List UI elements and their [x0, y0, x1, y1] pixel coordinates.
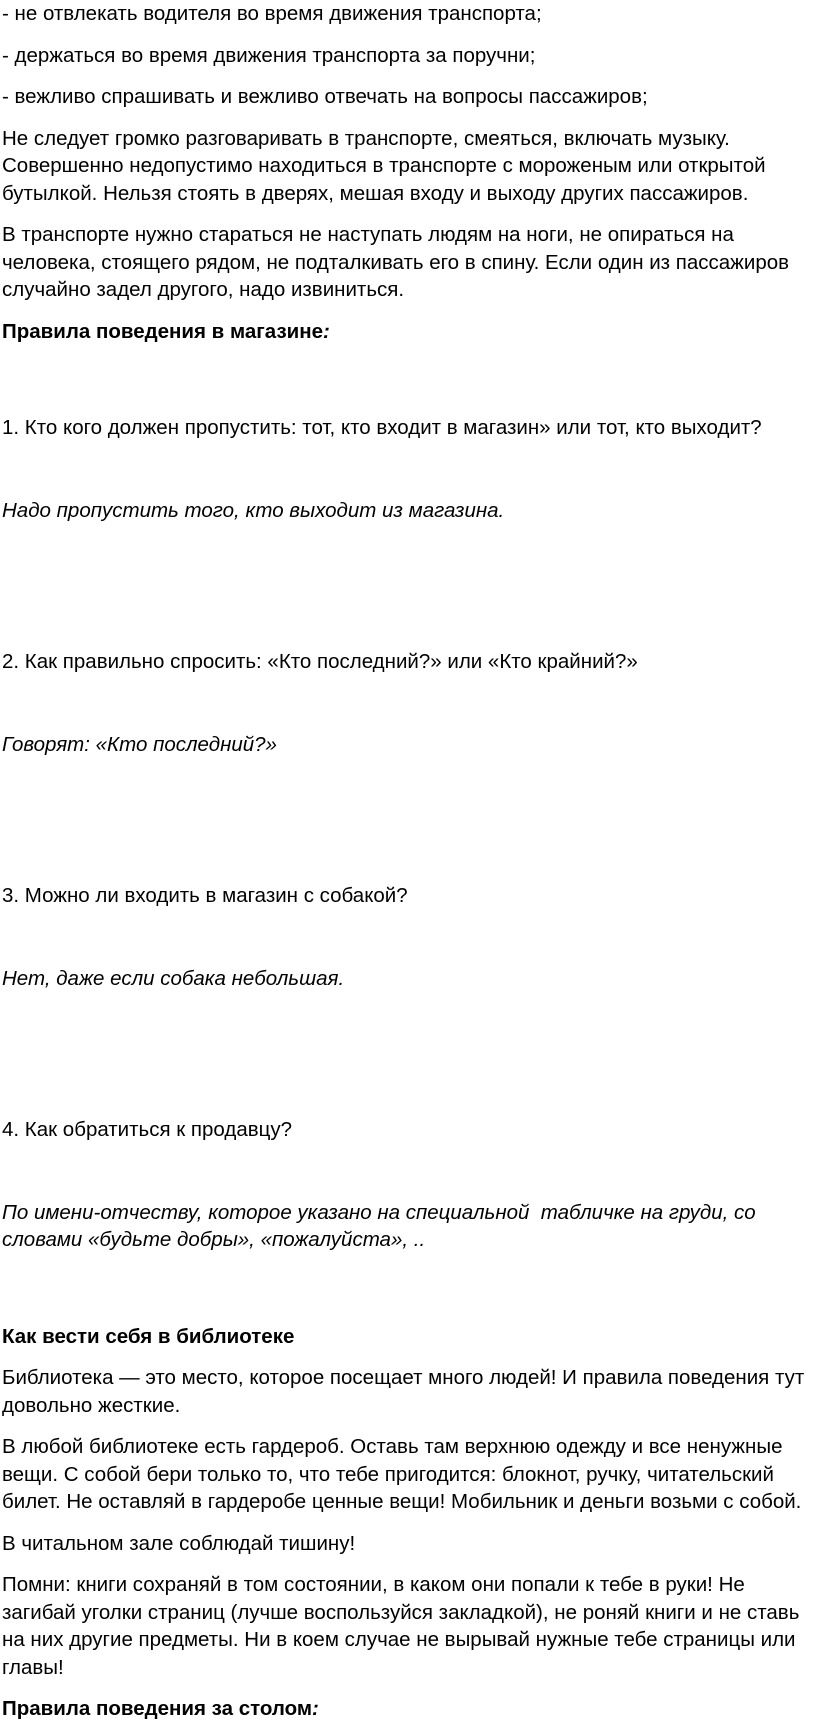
transport-rule-1: - не отвлекать водителя во время движения транспорта;: [2, 2, 542, 25]
shop-question-2: 2. Как правильно спросить: «Кто последний?» или «Кто крайний?»: [2, 650, 638, 673]
shop-qa-1: [2, 359, 814, 579]
shop-heading-colon: :: [323, 319, 330, 343]
library-paragraph-2: В любой библиотеке есть гардероб. Оставь там верхнюю одежду и все ненужные вещи. С собой бери только то, что тебе пригодится: блокнот, ручку, читательский билет. Не оставляй в гардеробе ценные вещи! Мобильник и деньги возьми с собой.: [2, 1435, 802, 1513]
shop-answer-1: Надо пропустить того, кто выходит из магазина.: [2, 498, 505, 522]
table-heading-colon: :: [312, 1697, 319, 1720]
shop-question-1: 1. Кто кого должен пропустить: тот, кто входит в магазин» или тот, кто выходит?: [2, 416, 762, 439]
shop-qa-4: [2, 1061, 814, 1309]
shop-heading-text: Правила поведения в магазине: [2, 319, 324, 343]
transport-paragraph-1: Не следует громко разговаривать в транспорте, смеяться, включать музыку. Совершенно недопустимо находиться в транспорте с мороженым или открытой бутылкой. Нельзя стоять в дверях, мешая входу и выходу других пассажиров.: [2, 126, 772, 205]
shop-question-4: 4. Как обратиться к продавцу?: [2, 1118, 293, 1141]
shop-answer-3: Нет, даже если собака небольшая.: [2, 966, 345, 990]
shop-answer-4: По имени-отчеству, которое указано на специальной табличке на груди, со словами «будьте добры», «пожалуйста», ..: [2, 1200, 762, 1251]
transport-rule-3: - вежливо спрашивать и вежливо отвечать на вопросы пассажиров;: [2, 85, 648, 108]
shop-qa-2: [2, 593, 814, 813]
transport-rule-2: - держаться во время движения транспорта за поручни;: [2, 43, 536, 67]
library-paragraph-4: Помни: книги сохраняй в том состоянии, в каком они попали к тебе в руки! Не загибай уголки страниц (лучше воспользуйся закладкой), не роняй книги и не ставь на них другие предметы. Ни в коем случае не вырывай нужные тебе страницы или главы!: [2, 1573, 806, 1679]
shop-answer-2: Говорят: «Кто последний?»: [2, 732, 277, 756]
library-paragraph-3: В читальном зале соблюдай тишину!: [2, 1531, 356, 1555]
shop-question-3: 3. Можно ли входить в магазин с собакой?: [2, 884, 408, 907]
shop-heading: [2, 318, 814, 346]
shop-qa-3: [2, 827, 814, 1047]
library-paragraph-1: Библиотека — это место, которое посещает много людей! И правила поведения тут довольно жесткие.: [2, 1366, 810, 1417]
transport-paragraph-2: В транспорте нужно стараться не наступать людям на ноги, не опираться на человека, стоящего рядом, не подталкивать его в спину. Если один из пассажиров случайно задел другого, надо извиниться.: [2, 223, 795, 301]
library-heading: Как вести себя в библиотеке: [2, 1324, 295, 1348]
table-heading-text: Правила поведения за столом: [2, 1697, 313, 1720]
table-heading: [2, 1695, 814, 1723]
